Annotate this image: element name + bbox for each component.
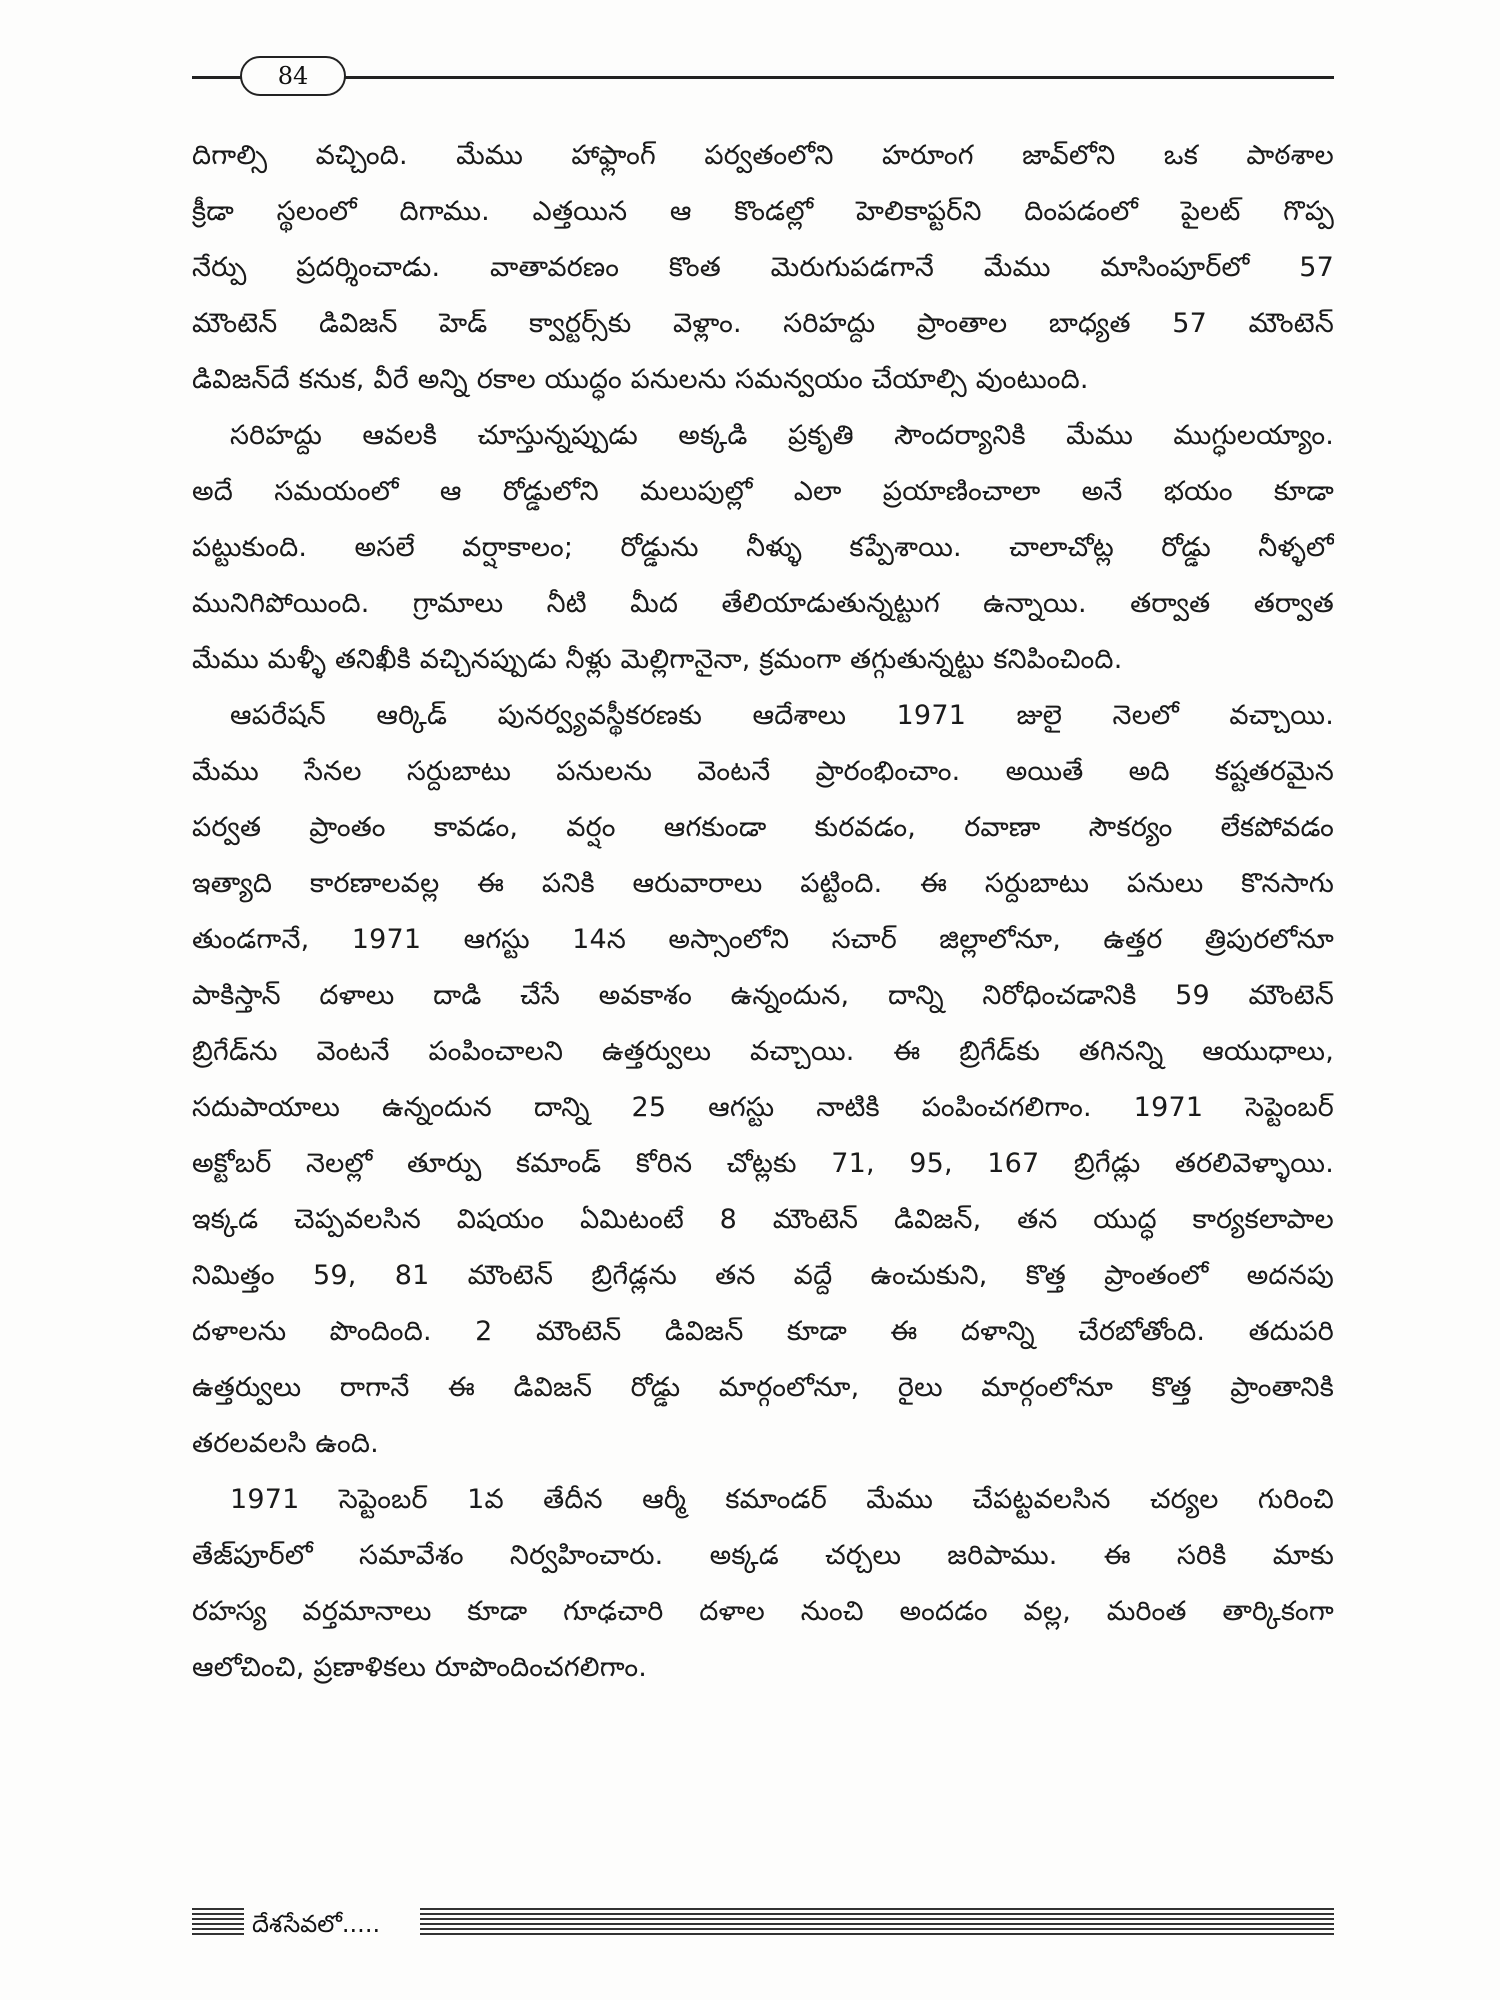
footer-book-title: దేశసేవలో.....	[252, 1910, 381, 1938]
text-line-3: నేర్పు ప్రదర్శించాడు. వాతావరణం కొంత మెరుగుపడగానే మేము మాసింపూర్‌లో 57	[192, 252, 1334, 283]
text-line-28: ఆలోచించి, ప్రణాళికలు రూపొందించగలిగాం.	[192, 1652, 647, 1683]
text-line-19: అక్టోబర్ నెలల్లో తూర్పు కమాండ్ కోరిన చోట్లకు 71, 95, 167 బ్రిగేడ్లు తరలివెళ్ళాయి.	[192, 1148, 1334, 1179]
text-line-25: 1971 సెప్టెంబర్ 1వ తేదీన ఆర్మీ కమాండర్ మేము చేపట్టవలసిన చర్యల గురించి	[230, 1484, 1334, 1515]
text-line-11: ఆపరేషన్ ఆర్కిడ్ పునర్వ్యవస్థీకరణకు ఆదేశాలు 1971 జులై నెలలో వచ్చాయి.	[230, 700, 1334, 731]
text-line-4: మౌంటెన్ డివిజన్ హెడ్ క్వార్టర్స్‌కు వెళ్లాం. సరిహద్దు ప్రాంతాల బాధ్యత 57 మౌంటెన్	[192, 308, 1334, 339]
text-line-8: పట్టుకుంది. అసలే వర్షాకాలం; రోడ్డును నీళ్ళు కప్పేశాయి. చాలాచోట్ల రోడ్డు నీళ్ళలో	[192, 532, 1334, 563]
text-line-18: సదుపాయాలు ఉన్నందున దాన్ని 25 ఆగస్టు నాటికి పంపించగలిగాం. 1971 సెప్టెంబర్	[192, 1092, 1334, 1123]
page-number: 84	[240, 56, 346, 96]
text-line-17: బ్రిగేడ్‌ను వెంటనే పంపించాలని ఉత్తర్వులు వచ్చాయి. ఈ బ్రిగేడ్‌కు తగినన్ని ఆయుధాలు,	[192, 1036, 1334, 1067]
text-line-10: మేము మళ్ళీ తనిఖీకి వచ్చినప్పుడు నీళ్లు మెల్లిగానైనా, క్రమంగా తగ్గుతున్నట్టు కనిపించింది.	[192, 644, 1123, 675]
text-line-2: క్రీడా స్థలంలో దిగాము. ఎత్తయిన ఆ కొండల్లో హెలికాప్టర్‌ని దింపడంలో పైలట్ గొప్ప	[192, 196, 1334, 227]
text-line-6: సరిహద్దు ఆవలకి చూస్తున్నప్పుడు అక్కడి ప్రకృతి సౌందర్యానికి మేము ముగ్ధులయ్యాం.	[230, 420, 1334, 451]
text-line-26: తేజ్‌పూర్‌లో సమావేశం నిర్వహించారు. అక్కడ చర్చలు జరిపాము. ఈ సరికి మాకు	[192, 1540, 1334, 1571]
text-line-14: ఇత్యాది కారణాలవల్ల ఈ పనికి ఆరువారాలు పట్టింది. ఈ సర్దుబాటు పనులు కొనసాగు	[192, 868, 1334, 899]
text-line-13: పర్వత ప్రాంతం కావడం, వర్షం ఆగకుండా కురవడం, రవాణా సౌకర్యం లేకపోవడం	[192, 812, 1334, 843]
text-line-21: నిమిత్తం 59, 81 మౌంటెన్ బ్రిగేడ్లను తన వద్దే ఉంచుకుని, కొత్త ప్రాంతంలో అదనపు	[192, 1260, 1334, 1291]
header-rule	[192, 76, 1334, 79]
text-line-20: ఇక్కడ చెప్పవలసిన విషయం ఏమిటంటే 8 మౌంటెన్ డివిజన్, తన యుద్ధ కార్యకలాపాల	[192, 1204, 1334, 1235]
text-line-22: దళాలను పొందింది. 2 మౌంటెన్ డివిజన్ కూడా ఈ దళాన్ని చేరబోతోంది. తదుపరి	[192, 1316, 1334, 1347]
text-line-1: దిగాల్సి వచ్చింది. మేము హాఫ్లాంగ్ పర్వతంలోని హరూంగ జావ్‌లోని ఒక పాఠశాల	[192, 140, 1334, 171]
text-line-24: తరలవలసి ఉంది.	[192, 1428, 379, 1459]
page-footer	[192, 1904, 1334, 1944]
body-text	[192, 128, 1334, 1696]
footer-ornament-left	[192, 1908, 244, 1938]
text-line-16: పాకిస్తాన్ దళాలు దాడి చేసే అవకాశం ఉన్నందున, దాన్ని నిరోధించడానికి 59 మౌంటెన్	[192, 980, 1334, 1011]
text-line-7: అదే సమయంలో ఆ రోడ్డులోని మలుపుల్లో ఎలా ప్రయాణించాలా అనే భయం కూడా	[192, 476, 1334, 507]
text-line-23: ఉత్తర్వులు రాగానే ఈ డివిజన్ రోడ్డు మార్గంలోనూ, రైలు మార్గంలోనూ కొత్త ప్రాంతానికి	[192, 1372, 1334, 1403]
footer-ornament-right	[420, 1908, 1334, 1938]
text-line-12: మేము సేనల సర్దుబాటు పనులను వెంటనే ప్రారంభించాం. అయితే అది కష్టతరమైన	[192, 756, 1334, 787]
page-header	[192, 56, 1334, 100]
text-line-27: రహస్య వర్తమానాలు కూడా గూఢచారి దళాల నుంచి అందడం వల్ల, మరింత తార్కికంగా	[192, 1596, 1334, 1627]
text-line-9: మునిగిపోయింది. గ్రామాలు నీటి మీద తేలియాడుతున్నట్టుగ ఉన్నాయి. తర్వాత తర్వాత	[192, 588, 1334, 619]
text-line-15: తుండగానే, 1971 ఆగస్టు 14న అస్సాంలోని సచార్ జిల్లాలోనూ, ఉత్తర త్రిపురలోనూ	[192, 924, 1334, 955]
text-line-5: డివిజన్‌దే కనుక, వీరే అన్ని రకాల యుద్ధం పనులను సమన్వయం చేయాల్సి వుంటుంది.	[192, 364, 1089, 395]
